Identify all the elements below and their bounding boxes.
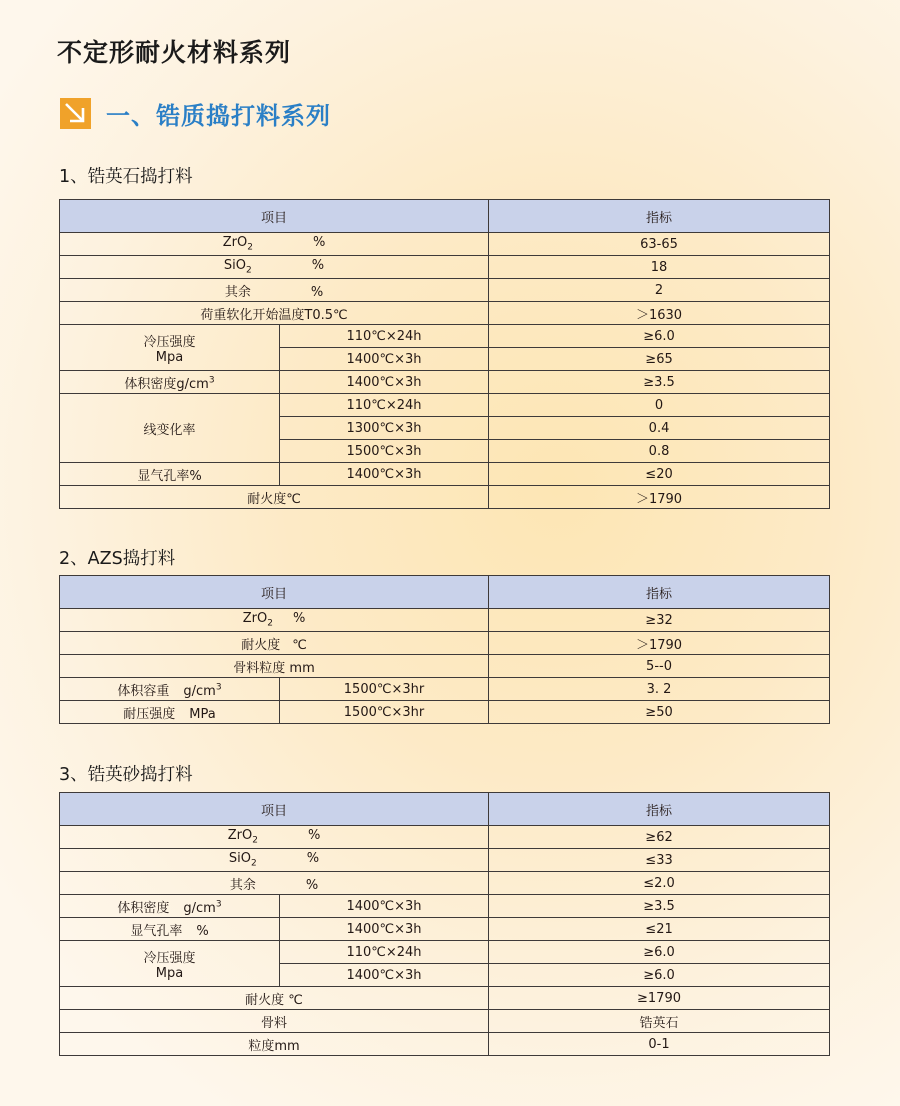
header-value: 指标 bbox=[489, 200, 830, 233]
row-value: ＞1630 bbox=[489, 302, 830, 325]
table-row bbox=[60, 609, 830, 632]
row-value: 0.4 bbox=[489, 417, 830, 440]
row-condition: 1400℃×3h bbox=[280, 371, 489, 394]
table-row bbox=[60, 1033, 830, 1056]
header-item: 项目 bbox=[60, 576, 489, 609]
row-label: ZrO$_2$ % bbox=[60, 826, 489, 849]
row-label: 体积密度 $g/cm^3$ bbox=[60, 895, 280, 918]
table-row bbox=[60, 486, 830, 509]
table-row bbox=[60, 325, 830, 348]
row-value: 18 bbox=[489, 256, 830, 279]
table-row bbox=[60, 655, 830, 678]
row-value: ≤2.0 bbox=[489, 872, 830, 895]
page-title: 不定形耐火材料系列 bbox=[57, 38, 292, 67]
row-value: ≥65 bbox=[489, 348, 830, 371]
row-label: 耐火度℃ bbox=[60, 486, 489, 509]
row-value: ＞1790 bbox=[489, 632, 830, 655]
header-item: 项目 bbox=[60, 200, 489, 233]
row-label: 体积密度$g/cm^3$ bbox=[60, 371, 280, 394]
table-row bbox=[60, 463, 830, 486]
row-condition: 1400℃×3h bbox=[280, 348, 489, 371]
table-row bbox=[60, 826, 830, 849]
row-value: ＞1790 bbox=[489, 486, 830, 509]
row-label: 耐火度 ℃ bbox=[60, 987, 489, 1010]
row-value: 63-65 bbox=[489, 233, 830, 256]
row-label: 骨料 bbox=[60, 1010, 489, 1033]
table-row bbox=[60, 256, 830, 279]
zircon-sand-ramming-table bbox=[59, 792, 830, 1056]
section-heading bbox=[60, 97, 331, 129]
row-condition: 1300℃×3h bbox=[280, 417, 489, 440]
row-label: ZrO$_2$ % bbox=[60, 609, 489, 632]
table-header-row bbox=[60, 200, 830, 233]
table-row bbox=[60, 941, 830, 964]
table-row bbox=[60, 872, 830, 895]
header-value: 指标 bbox=[489, 793, 830, 826]
row-label: 冷压强度 Mpa bbox=[60, 941, 280, 987]
row-value: 0 bbox=[489, 394, 830, 417]
row-condition: 1400℃×3h bbox=[280, 895, 489, 918]
row-value: 0-1 bbox=[489, 1033, 830, 1056]
row-condition: 110℃×24h bbox=[280, 941, 489, 964]
row-value: 锆英石 bbox=[489, 1010, 830, 1033]
row-value: ≤33 bbox=[489, 849, 830, 872]
row-label: 线变化率 bbox=[60, 394, 280, 463]
row-condition: 1500℃×3hr bbox=[280, 678, 489, 701]
row-label: 骨料粒度 mm bbox=[60, 655, 489, 678]
row-label: 其余 % bbox=[60, 279, 489, 302]
table-header-row bbox=[60, 793, 830, 826]
row-label: 耐压强度 MPa bbox=[60, 701, 280, 724]
row-condition: 1500℃×3hr bbox=[280, 701, 489, 724]
table-row bbox=[60, 678, 830, 701]
row-label: 荷重软化开始温度T0.5℃ bbox=[60, 302, 489, 325]
table-row bbox=[60, 394, 830, 417]
table-row bbox=[60, 632, 830, 655]
row-value: ≥3.5 bbox=[489, 895, 830, 918]
section-title: 一、锆质捣打料系列 bbox=[106, 101, 331, 130]
row-condition: 1500℃×3h bbox=[280, 440, 489, 463]
table-row bbox=[60, 895, 830, 918]
row-value: ≥6.0 bbox=[489, 941, 830, 964]
table-header-row bbox=[60, 576, 830, 609]
row-value: ≥1790 bbox=[489, 987, 830, 1010]
row-label: ZrO$_2$ % bbox=[60, 233, 489, 256]
row-condition: 1400℃×3h bbox=[280, 918, 489, 941]
row-label: 体积容重 $g/cm^3$ bbox=[60, 678, 280, 701]
table-row bbox=[60, 233, 830, 256]
row-value: ≤21 bbox=[489, 918, 830, 941]
row-label: 粒度mm bbox=[60, 1033, 489, 1056]
table2-title: 2、AZS捣打料 bbox=[59, 549, 176, 569]
table-row bbox=[60, 1010, 830, 1033]
row-value: 2 bbox=[489, 279, 830, 302]
row-value: ≤20 bbox=[489, 463, 830, 486]
row-condition: 1400℃×3h bbox=[280, 964, 489, 987]
table-row bbox=[60, 987, 830, 1010]
row-label: 其余 % bbox=[60, 872, 489, 895]
row-label: SiO$_2$ % bbox=[60, 256, 489, 279]
row-condition: 1400℃×3h bbox=[280, 463, 489, 486]
row-value: ≥50 bbox=[489, 701, 830, 724]
row-value: 5--0 bbox=[489, 655, 830, 678]
table1-title: 1、锆英石捣打料 bbox=[59, 167, 193, 187]
row-value: 0.8 bbox=[489, 440, 830, 463]
table-row bbox=[60, 849, 830, 872]
zircon-ramming-table bbox=[59, 199, 830, 509]
row-label: SiO$_2$ % bbox=[60, 849, 489, 872]
row-value: ≥3.5 bbox=[489, 371, 830, 394]
row-label: 耐火度 ℃ bbox=[60, 632, 489, 655]
arrow-down-right-icon bbox=[60, 98, 91, 129]
row-value: ≥32 bbox=[489, 609, 830, 632]
table-row bbox=[60, 279, 830, 302]
row-label: 显气孔率 % bbox=[60, 918, 280, 941]
row-condition: 110℃×24h bbox=[280, 394, 489, 417]
table-row bbox=[60, 918, 830, 941]
azs-ramming-table bbox=[59, 575, 830, 724]
row-value: ≥6.0 bbox=[489, 964, 830, 987]
table3-title: 3、锆英砂捣打料 bbox=[59, 765, 193, 785]
row-label: 冷压强度 Mpa bbox=[60, 325, 280, 371]
row-label: 显气孔率% bbox=[60, 463, 280, 486]
row-value: ≥6.0 bbox=[489, 325, 830, 348]
header-value: 指标 bbox=[489, 576, 830, 609]
table-row bbox=[60, 701, 830, 724]
header-item: 项目 bbox=[60, 793, 489, 826]
table-row bbox=[60, 371, 830, 394]
row-value: ≥62 bbox=[489, 826, 830, 849]
table-row bbox=[60, 302, 830, 325]
row-value: 3. 2 bbox=[489, 678, 830, 701]
row-condition: 110℃×24h bbox=[280, 325, 489, 348]
